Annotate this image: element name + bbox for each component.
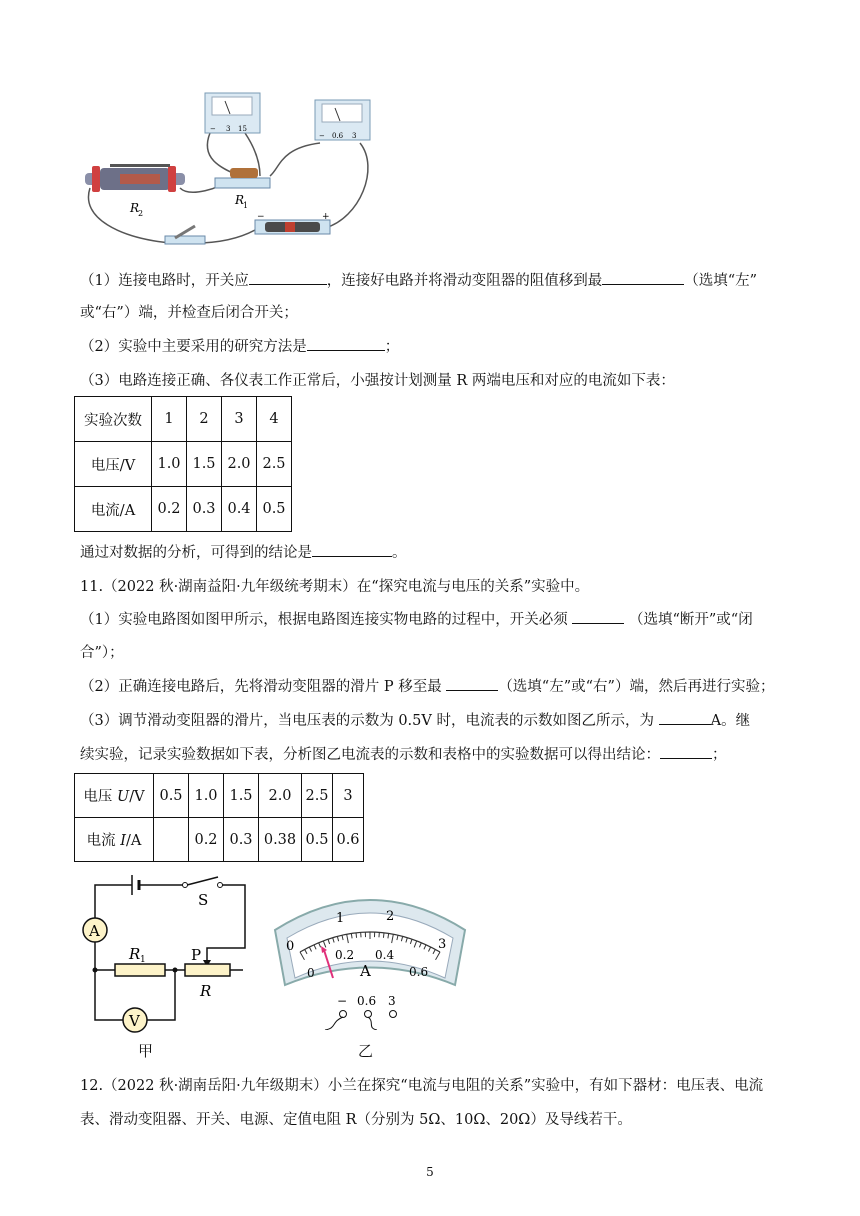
terminal-3: 3 xyxy=(388,994,396,1008)
rheostat-r2 xyxy=(85,164,185,192)
voltmeter xyxy=(205,93,260,133)
q11-blank-3[interactable] xyxy=(659,710,711,725)
q12-line1: 12.（2022 秋·湖南岳阳·九年级期末）小兰在探究“电流与电阻的关系”实验中，有如下器材：电压表、电流 xyxy=(80,1078,764,1094)
table-row: 电压/V 1.0 1.5 2.0 2.5 xyxy=(75,442,292,487)
voltmeter-terminal-neg: − xyxy=(210,125,216,133)
voltmeter-terminal-15: 15 xyxy=(238,125,247,133)
q10-blank-2[interactable] xyxy=(602,270,684,285)
knife-switch xyxy=(165,226,205,244)
dial-top-3: 3 xyxy=(438,937,447,952)
label-r2-sub: 2 xyxy=(138,209,144,218)
resistor-r1 xyxy=(215,168,270,188)
rheostat-symbol xyxy=(185,964,230,976)
table-row: 电压 U/V 0.5 1.0 1.5 2.0 2.5 3 xyxy=(75,774,364,818)
dial-tick xyxy=(383,933,384,938)
table-row: 电流 I/A 0.2 0.3 0.38 0.5 0.6 xyxy=(75,818,364,862)
dial-bottom-02: 0.2 xyxy=(335,948,355,962)
q11-part2: （2）正确连接电路后，先将滑动变阻器的滑片 P 移至最 （选填“左”或“右”）端，然后再进行实验； xyxy=(80,676,780,698)
q11-part1-line1: （1）实验电路图如图甲所示，根据电路图连接实物电路的过程中，开关必须 （选填“断开”或“闭 xyxy=(80,609,780,631)
dial-tick xyxy=(356,933,357,938)
battery-holder xyxy=(255,212,330,234)
ammeter xyxy=(315,100,370,140)
physical-circuit-figure xyxy=(80,88,380,248)
q11-part3-line1: （3）调节滑动变阻器的滑片，当电压表的示数为 0.5V 时，电流表的示数如图乙所示，为 A。继 xyxy=(80,710,780,732)
q11-blank-1[interactable] xyxy=(572,609,624,624)
terminal-06: 0.6 xyxy=(357,994,377,1008)
page-number: 5 xyxy=(426,1165,434,1179)
q10-data-table xyxy=(74,396,292,532)
q10-blank-3[interactable] xyxy=(307,336,385,351)
r1-label: R xyxy=(129,945,141,963)
label-r2: R xyxy=(130,201,140,215)
voltmeter-terminal-3: 3 xyxy=(226,125,231,133)
ammeter-terminal-neg: − xyxy=(319,132,325,140)
r1-subscript: 1 xyxy=(140,955,146,965)
q10-part1-line2: 或“右”）端，并检查后闭合开关； xyxy=(80,305,298,321)
circuit-diagram-jia xyxy=(75,870,255,1035)
switch-label: S xyxy=(198,891,209,909)
q11-data-table xyxy=(74,773,364,862)
dial-top-1: 1 xyxy=(336,911,345,926)
label-r1-sub: 1 xyxy=(243,201,249,210)
q10-part2: （2）实验中主要采用的研究方法是 ； xyxy=(80,336,780,358)
q10-part1-line1: （1）连接电路时，开关应 ，连接好电路并将滑动变阻器的阻值移到最 （选填“左” xyxy=(80,270,780,292)
q11-blank-4[interactable] xyxy=(660,744,712,759)
dial-top-0: 0 xyxy=(286,939,295,954)
table-row: 实验次数 1 2 3 4 xyxy=(75,397,292,442)
q10-part3: （3）电路连接正确、各仪表工作正常后，小强按计划测量 R 两端电压和对应的电流如下表： xyxy=(80,373,675,389)
caption-jia: 甲 xyxy=(138,1042,154,1060)
q11-title: 11.（2022 秋·湖南益阳·九年级统考期末）在“探究电流与电压的关系”实验中。 xyxy=(80,579,590,595)
caption-yi: 乙 xyxy=(358,1042,374,1060)
ammeter-terminal-06: 0.6 xyxy=(332,132,344,140)
ammeter-dial-yi xyxy=(265,880,475,1030)
battery-minus: − xyxy=(257,212,265,222)
q12-line2: 表、滑动变阻器、开关、电源、定值电阻 R（分别为 5Ω、10Ω、20Ω）及导线若干。 xyxy=(80,1112,632,1128)
dial-bottom-06: 0.6 xyxy=(409,965,429,979)
q10-blank-4[interactable] xyxy=(312,542,392,557)
voltmeter-label: V xyxy=(129,1012,140,1030)
label-r1: R xyxy=(235,193,245,207)
q11-part3-line2: 续实验，记录实验数据如下表，分析图乙电流表的示数和表格中的实验数据可以得出结论： ； xyxy=(80,744,780,766)
q10-blank-1[interactable] xyxy=(249,270,327,285)
ammeter-label: A xyxy=(89,922,100,940)
battery-plus: + xyxy=(322,212,330,222)
dial-bottom-04: 0.4 xyxy=(375,948,395,962)
dial-top-2: 2 xyxy=(386,909,395,924)
terminal-neg: − xyxy=(337,994,348,1008)
rheostat-label: R xyxy=(200,982,212,1000)
table-row: 电流/A 0.2 0.3 0.4 0.5 xyxy=(75,487,292,532)
resistor-r1-symbol xyxy=(115,964,165,976)
q10-conclusion: 通过对数据的分析，可得到的结论是 。 xyxy=(80,542,780,564)
q11-blank-2[interactable] xyxy=(446,676,498,691)
ammeter-terminal-3: 3 xyxy=(352,132,357,140)
slider-p-label: P xyxy=(191,946,202,964)
q11-part1-line2: 合”）； xyxy=(80,645,124,661)
dial-unit: A xyxy=(360,962,371,980)
dial-bottom-0: 0 xyxy=(307,966,315,980)
